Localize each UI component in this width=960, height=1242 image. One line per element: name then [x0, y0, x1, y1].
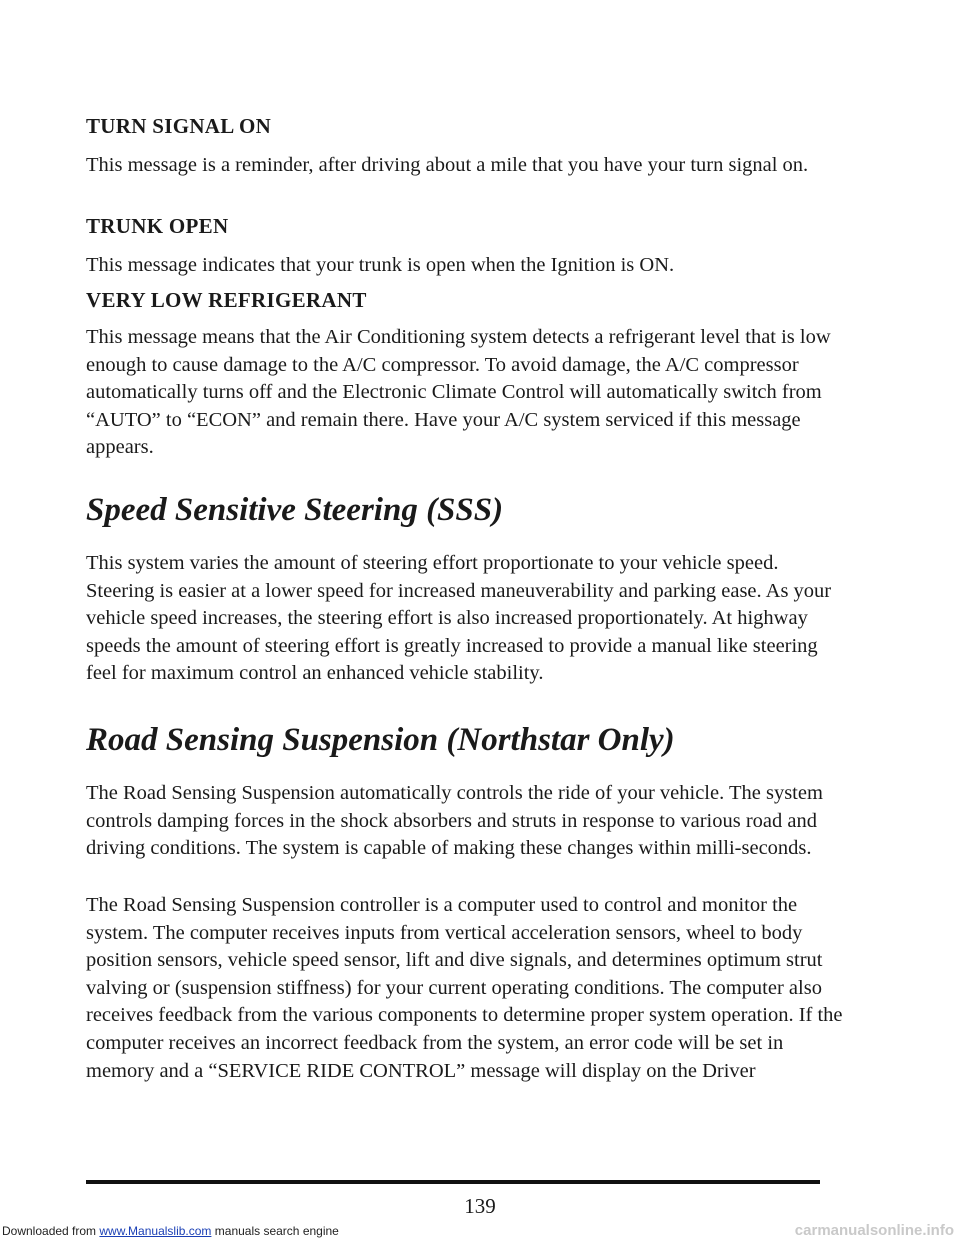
page-number: 139 — [464, 1194, 496, 1218]
download-source — [2, 1224, 339, 1238]
very-low-refrigerant-heading: VERY LOW REFRIGERANT — [86, 288, 367, 312]
rss-heading: Road Sensing Suspension (Northstar Only) — [86, 722, 675, 758]
turn-signal-text: This message is a reminder, after driving about a mile that you have your turn signal on. — [86, 154, 809, 176]
footer-rule — [86, 1180, 820, 1184]
rss-text-1: The Road Sensing Suspension automatically controls the ride of your vehicle. The system controls damping forces in the shock absorbers and struts in response to various road and driving conditions. The system is capable of making these changes within milli-seconds. — [86, 782, 823, 860]
turn-signal-heading: TURN SIGNAL ON — [86, 114, 272, 138]
manualslib-link[interactable]: www.Manualslib.com — [99, 1224, 212, 1238]
rss-text-2: The Road Sensing Suspension controller is a computer used to control and monitor the system. The computer receives inputs from vertical acceleration sensors, wheel to body position sensors, vehicle speed sensor, lift and dive signals, and determines optimum strut valving or (suspension stiffness) for your current operating conditions. The computer also receives feedback from the various components to determine proper system operation. If the computer receives an incorrect feedback from the system, an error code will be set in memory and a “SERVICE RIDE CONTROL” message will display on the Driver — [86, 894, 843, 1082]
trunk-open-text: This message indicates that your trunk is open when the Ignition is ON. — [86, 254, 675, 276]
very-low-refrigerant-text: This message means that the Air Conditioning system detects a refrigerant level that is low enough to cause damage to the A/C compressor. To avoid damage, the A/C compressor automatically turns off and the Electronic Climate Control will automatically switch from “AUTO” to “ECON” and remain there. Have your A/C system serviced if this message appears. — [86, 326, 831, 459]
sss-heading: Speed Sensitive Steering (SSS) — [86, 492, 504, 528]
download-suffix: manuals search engine — [211, 1224, 339, 1238]
download-prefix: Downloaded from — [2, 1224, 100, 1238]
sss-text: This system varies the amount of steering effort proportionate to your vehicle speed. Steering is easier at a lower speed for increased maneuverability and parking ease. As your vehicle speed increases, the steering effort is also increased proportionately. At highway speeds the amount of steering effort is greatly increased to provide a manual like steering feel for maximum control an enhanced vehicle stability. — [86, 552, 832, 685]
site-watermark: carmanualsonline.info — [794, 1222, 954, 1239]
trunk-open-heading: TRUNK OPEN — [86, 214, 229, 238]
